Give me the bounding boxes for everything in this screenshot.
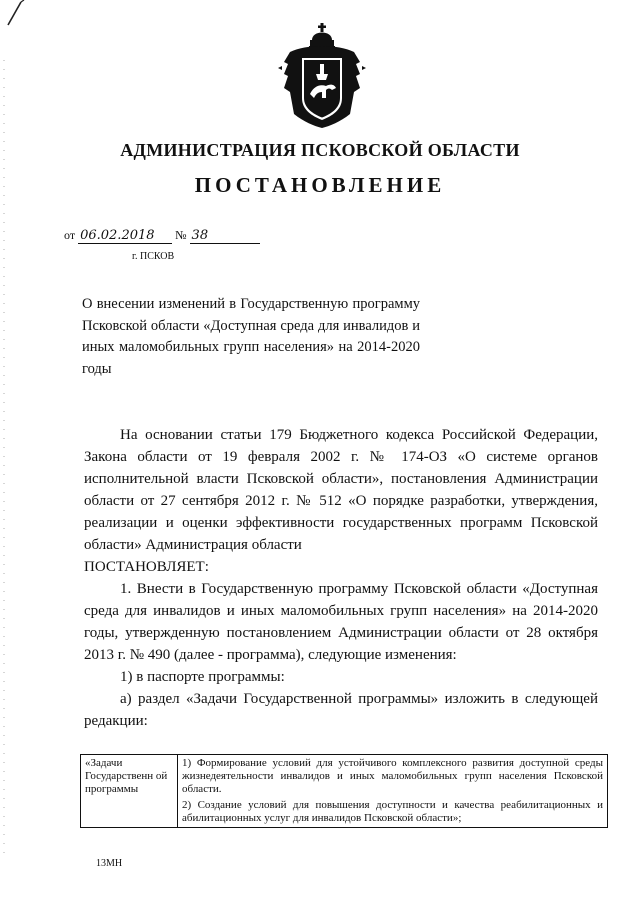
task-item: 1) Формирование условий для устойчивого комплексного развития доступной среды жизнедеятельности инвалидов и иных маломобильных групп населения Псковской области. xyxy=(182,757,603,795)
tasks-cell xyxy=(178,755,608,828)
item-1-1-paragraph: 1) в паспорте программы: xyxy=(120,669,285,685)
document-body xyxy=(84,424,598,732)
footer-code: 13МН xyxy=(96,858,123,869)
table-row xyxy=(81,755,608,828)
number-prefix: № xyxy=(175,228,187,242)
organization-title: АДМИНИСТРАЦИЯ ПСКОВСКОЙ ОБЛАСТИ xyxy=(120,140,520,160)
document-subject: О внесении изменений в Государственную программу Псковской области «Доступная среда для инвалидов и иных маломобильных групп населения» на 2014-2020 годы xyxy=(82,296,420,377)
date-number-line xyxy=(64,228,260,244)
tasks-table xyxy=(80,754,608,828)
date-value: 06.02.2018 xyxy=(78,228,172,244)
document-type-title: ПОСТАНОВЛЕНИЕ xyxy=(194,173,446,197)
date-prefix: от xyxy=(64,228,76,242)
resolves-line: ПОСТАНОВЛЯЕТ: xyxy=(84,559,209,575)
coat-of-arms-icon xyxy=(276,22,368,130)
item-1-paragraph: 1. Внести в Государственную программу Псковской области «Доступная среда для инвалидов и иных маломобильных групп населения» на 2014-2020 годы, утвержденную постановлением Администрации области от 28 октября 2013 г. № 490 (далее - программа), следующие изменения: xyxy=(84,581,598,663)
number-value: 38 xyxy=(190,228,260,244)
row-label-cell: «Задачи Государственн ой программы xyxy=(81,755,178,828)
preamble-paragraph: На основании статьи 179 Бюджетного кодекса Российской Федерации, Закона области от 19 февраля 2002 г. № 174-ОЗ «О системе органов исполнительной власти Псковской области», постановления Администрации области от 27 сентября 2012 г. № 512 «О порядке разработки, утверждения, реализации и оценки эффективности государственных программ Псковской области» Администрация области xyxy=(84,427,598,553)
task-item: 2) Создание условий для повышения доступности и качества реабилитационных и абилитационных услуг для инвалидов Псковской области»; xyxy=(182,799,603,824)
city-label: г. ПСКОВ xyxy=(132,251,175,262)
item-1-1-a-paragraph: а) раздел «Задачи Государственной программы» изложить в следующей редакции: xyxy=(84,691,598,729)
pen-mark xyxy=(4,0,26,26)
